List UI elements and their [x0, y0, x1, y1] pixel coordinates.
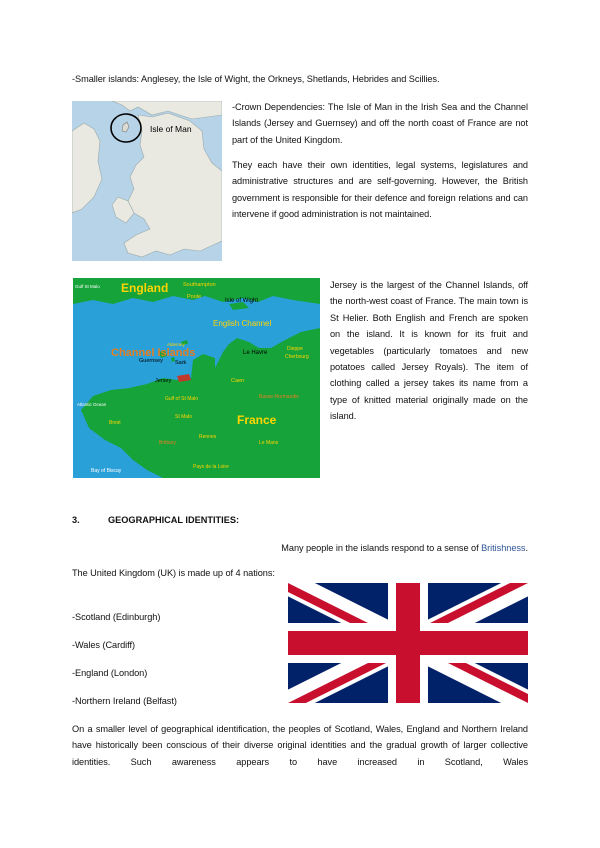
- map-label-gulf-st-malo: Gulf of St Malo: [165, 396, 199, 402]
- map-label-pays-de-la-loire: Pays de la Loire: [193, 464, 229, 470]
- nation-item: -Northern Ireland (Belfast): [72, 696, 177, 706]
- map-label-southampton: Southampton: [183, 282, 216, 288]
- map-label-le-havre: Le Havre: [243, 350, 268, 356]
- intro-line: -Smaller islands: Anglesey, the Isle of Wight, the Orkneys, Shetlands, Hebrides and Scillies.: [72, 74, 440, 84]
- map-label-bay-of-biscay: Bay of Biscay: [91, 468, 122, 474]
- closing-paragraph: On a smaller level of geographical identification, the peoples of Scotland, Wales, England and Northern Ireland have historically been conscious of their diverse original identities and the gradual growth of larger collective identities. Such awareness appears to have increased in Scotland, Wales: [72, 724, 528, 767]
- map-label-caen: Caen: [231, 378, 245, 384]
- map-label-basse-normandie: Basse-Normandie: [259, 394, 300, 400]
- isle-of-man-label: Isle of Man: [150, 124, 192, 134]
- map-label-isle-of-wight: Isle of Wight: [225, 298, 259, 304]
- map-label-rennes: Rennes: [199, 434, 217, 440]
- uk-intro-paragraph: The United Kingdom (UK) is made up of 4 nations:: [72, 568, 275, 578]
- map-label-sark: Sark: [175, 360, 187, 366]
- nation-item: -Wales (Cardiff): [72, 640, 136, 650]
- crown-dependencies-paragraph: -Crown Dependencies: The Isle of Man in the Irish Sea and the Channel Islands (Jersey and Guernsey) and off the north coast of France are not part of the United Kingdom.: [232, 102, 528, 145]
- map-label-english-channel: English Channel: [213, 319, 272, 328]
- isle-of-man-map: [72, 101, 222, 261]
- map-label-cherbourg: Cherbourg: [285, 354, 309, 360]
- section-number: 3.: [72, 515, 80, 525]
- map-label-dieppe: Dieppe: [287, 346, 303, 352]
- map-label-le-mans: Le Mans: [259, 440, 279, 446]
- map-label-poole: Poole: [187, 294, 202, 300]
- map-label-channel-islands: Channel Islands: [111, 347, 196, 359]
- nation-item: -England (London): [72, 668, 148, 678]
- map-label-gulf: Gulf St Malo: [75, 284, 100, 289]
- britishness-line: Many people in the islands respond to a sense of Britishness.: [281, 543, 528, 553]
- map-label-france: France: [237, 413, 277, 427]
- jersey-paragraph: Jersey is the largest of the Channel Islands, off the north-west coast of France. The main town is St Helier. Both English and French are spoken on the island. It is known for its fruit and vegetables (particularly tomatoes and new potatoes called Jersey Royals). The item of clothing called a jersey takes its name from a type of knitted material originally made on the island.: [330, 280, 528, 422]
- nation-item: -Scotland (Edinburgh): [72, 612, 161, 622]
- map-label-guernsey: Guernsey: [139, 358, 163, 364]
- britishness-term: Britishness: [481, 543, 526, 553]
- channel-islands-map: [73, 278, 320, 478]
- map-label-alderney: Alderney: [167, 342, 185, 347]
- identities-paragraph: They each have their own identities, legal systems, legislatures and administrative structures and are self-governing. However, the British government is responsible for their defence and foreign relations and can intervene if good administration is not maintained.: [232, 160, 528, 220]
- map-label-jersey: Jersey: [155, 378, 172, 384]
- section-title: GEOGRAPHICAL IDENTITIES:: [108, 515, 240, 525]
- map-label-brittany: Brittany: [159, 440, 176, 446]
- map-label-st-malo: St Malo: [175, 414, 192, 420]
- map-label-england: England: [121, 281, 169, 295]
- map-label-brest: Brest: [109, 420, 121, 426]
- map-label-atlantic-ocean: Atlantic Ocean: [77, 402, 107, 407]
- union-flag: [288, 583, 528, 703]
